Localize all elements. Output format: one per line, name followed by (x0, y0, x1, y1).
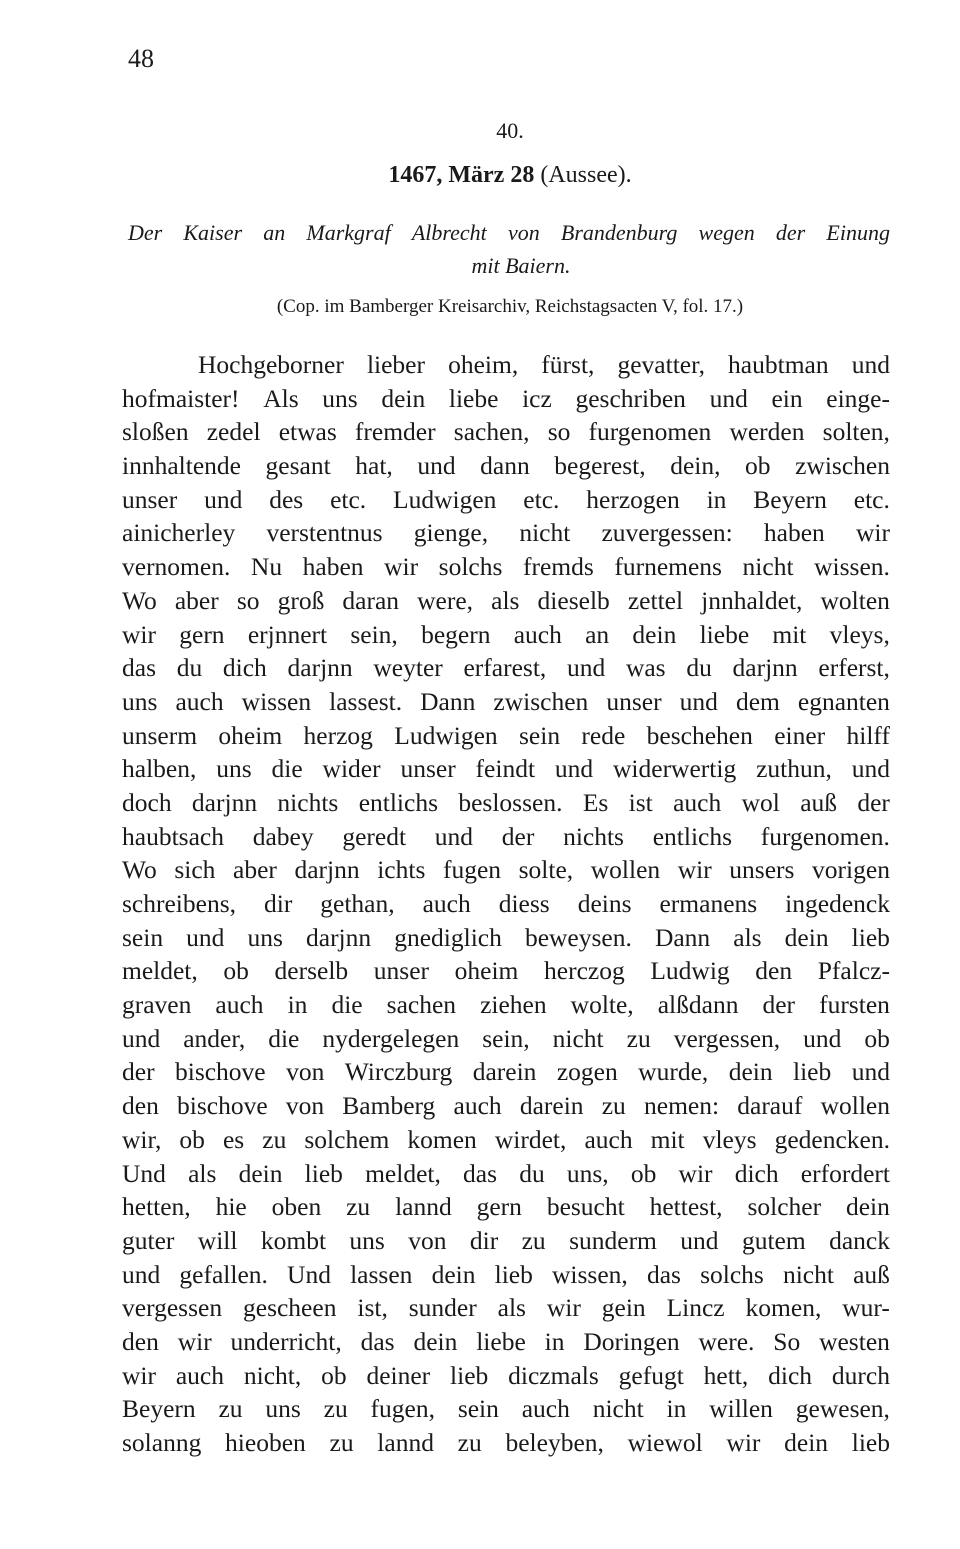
text-line: uns auch wissen lassest. Dann zwischen unser und dem egnanten (122, 686, 890, 716)
text-line: sloßen zedel etwas fremder sachen, so furgenomen werden solten, (122, 417, 890, 447)
text-line: unser und des etc. Ludwigen etc. herzogen in Beyern etc. (122, 484, 890, 514)
text-line: wir, ob es zu solchem komen wirdet, auch mit vleys gedencken. (122, 1124, 890, 1154)
text-line: vernomen. Nu haben wir solchs fremds furnemens nicht wissen. (122, 552, 890, 582)
text-line: vergessen gescheen ist, sunder als wir gein Lincz komen, wur- (122, 1293, 890, 1323)
document-number: 40. (496, 118, 524, 143)
document-subject (128, 216, 890, 282)
place: (Aussee). (540, 162, 632, 188)
text-line: Hochgeborner lieber oheim, fürst, gevatter, haubtman und (198, 350, 890, 379)
text-line: das du dich darjnn weyter erfarest, und was du darjnn erferst, (122, 653, 890, 683)
text-line: Wo sich aber darjnn ichts fugen solte, wollen wir unsers vorigen (122, 855, 890, 885)
text-line: haubtsach dabey geredt und der nichts entlichs furgenomen. (122, 821, 890, 851)
text-line: unserm oheim herzog Ludwigen sein rede beschehen einer hilff (122, 720, 890, 750)
text-line: und gefallen. Und lassen dein lieb wissen, das solchs nicht auß (122, 1259, 890, 1289)
text-line: Wo aber so groß daran were, als dieselb zettel jnnhaldet, wolten (122, 585, 890, 615)
date-heading (0, 162, 960, 189)
text-line: und ander, die nydergelegen sein, nicht zu vergessen, und ob (122, 1023, 890, 1053)
text-line: hofmaister! Als uns dein liebe icz geschriben und ein einge- (122, 383, 890, 413)
text-line: graven auch in die sachen ziehen wolte, alßdann der fursten (122, 990, 890, 1020)
page-number: 48 (128, 44, 154, 73)
text-line: schreibens, dir gethan, auch diess deins ermanens ingedenck (122, 889, 890, 918)
text-line: halben, uns die wider unser feindt und widerwertig zuthun, und (122, 754, 890, 784)
text-line: wir gern erjnnert sein, begern auch an dein liebe mit vleys, (122, 619, 890, 649)
text-line: Und als dein lieb meldet, das du uns, ob wir dich erfordert (122, 1158, 890, 1188)
text-line: Beyern zu uns zu fugen, sein auch nicht in willen gewesen, (122, 1394, 890, 1424)
subject-line-2: mit Baiern. (471, 253, 571, 278)
subject-line-1: Der Kaiser an Markgraf Albrecht von Brandenburg wegen der Einung (128, 220, 890, 245)
text-line: sein und uns darjnn gnediglich beweysen. Dann als dein lieb (122, 922, 890, 952)
text-line: der bischove von Wirczburg darein zogen wurde, dein lieb und (122, 1057, 890, 1087)
text-line: ainicherley verstentnus gienge, nicht zuvergessen: haben wir (122, 518, 890, 548)
body-text (122, 348, 890, 1460)
text-line: innhaltende gesant hat, und dann begerest, dein, ob zwischen (122, 451, 890, 481)
text-line: solanng hieoben zu lannd zu beleyben, wiewol wir dein lieb (122, 1428, 890, 1457)
text-line: den bischove von Bamberg auch darein zu nemen: darauf wollen (122, 1091, 890, 1121)
source-citation: (Cop. im Bamberger Kreisarchiv, Reichstagsacten V, fol. 17.) (276, 296, 744, 317)
text-line: doch darjnn nichts entlichs beslossen. Es ist auch wol auß der (122, 787, 890, 817)
text-line: guter will kombt uns von dir zu sunderm und gutem danck (122, 1225, 890, 1255)
text-line: wir auch nicht, ob deiner lieb diczmals gefugt hett, dich durch (122, 1360, 890, 1390)
text-line: hetten, hie oben zu lannd gern besucht hettest, solcher dein (122, 1192, 890, 1222)
text-line: meldet, ob derselb unser oheim herczog Ludwig den Pfalcz- (122, 956, 890, 986)
text-line: den wir underricht, das dein liebe in Doringen were. So westen (122, 1326, 890, 1356)
date: 1467, März 28 (388, 162, 535, 188)
